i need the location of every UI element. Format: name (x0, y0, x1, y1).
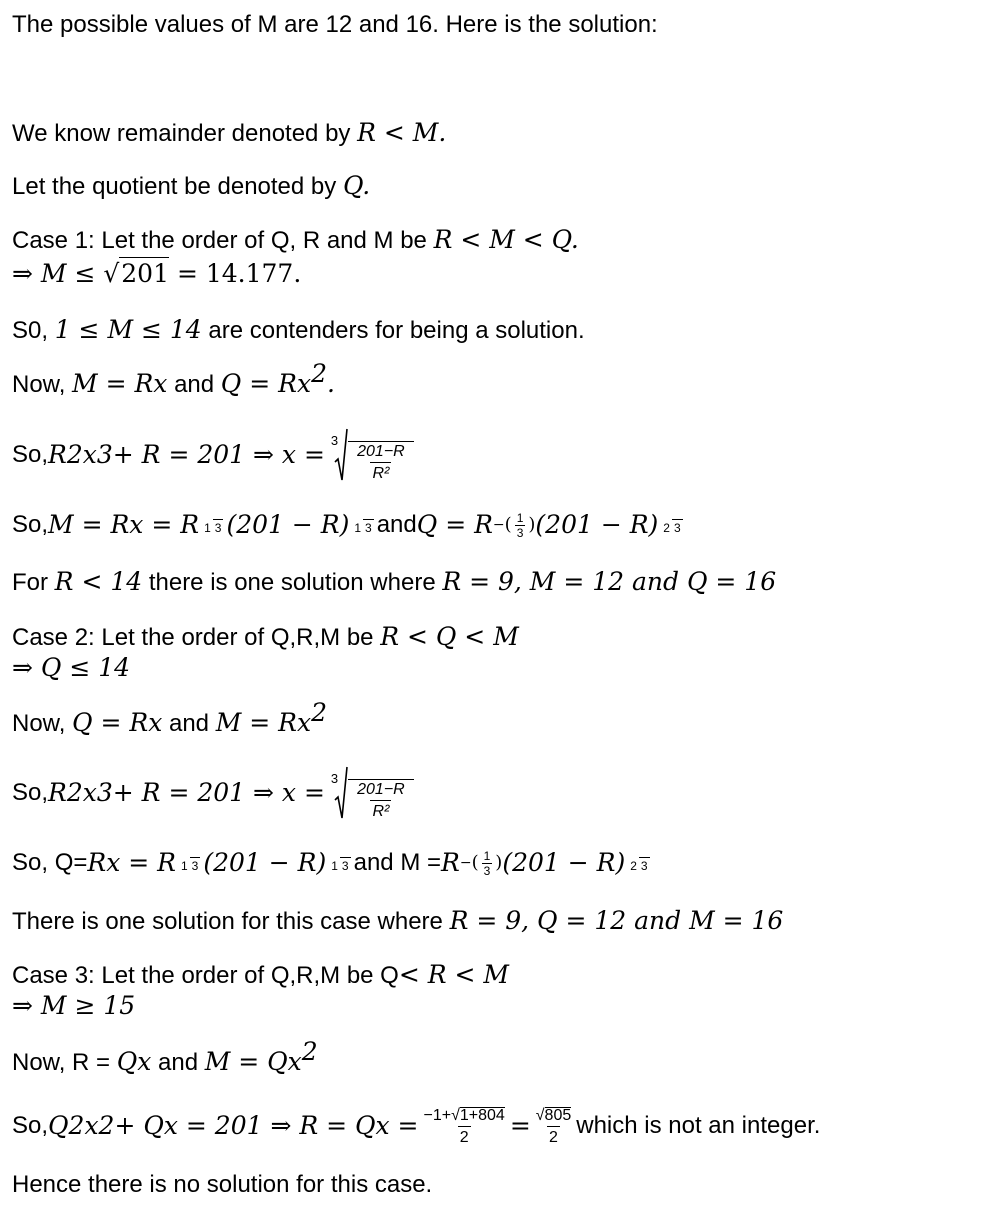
case3-heading (12, 960, 509, 991)
math-plus-qx: + Qx = 201 ⇒ R = Qx = (114, 1111, 419, 1140)
frac-quad-num-a: −1+ (423, 1106, 452, 1124)
case2-bound (12, 653, 130, 684)
cube-root-2 (331, 766, 414, 820)
line-remainder-text: We know remainder denoted by (12, 120, 358, 147)
case2-solution (12, 906, 783, 937)
exp-den-e: 3 (191, 859, 199, 873)
exp-2-3 (661, 513, 682, 537)
math-paren-201-r-4: (201 − R) (502, 848, 626, 877)
sqrt-symbol-2: √ (451, 1106, 460, 1124)
fraction-2 (355, 782, 407, 820)
math-x2: x (84, 1111, 99, 1140)
math-x-2: x (82, 778, 97, 807)
neg-exp-2 (460, 849, 502, 878)
and-text: and (167, 371, 221, 398)
root-body (348, 441, 414, 482)
root-index-2: 3 (330, 771, 339, 786)
math-plus-r-2: + R = 201 ⇒ x = (112, 778, 325, 807)
exp-1-3-g (482, 849, 493, 878)
math-implies-m-ge-15: ⇒ M ≥ 15 (12, 991, 136, 1020)
case1-solution (12, 567, 776, 598)
sqrt-symbol-3: √ (535, 1106, 545, 1124)
math-m-rx-eq: M = Rx = R (48, 510, 200, 539)
fraction-quadratic (422, 1107, 507, 1146)
root-index: 3 (330, 433, 339, 448)
neg-exp (493, 511, 535, 540)
line-quotient (12, 171, 370, 202)
frac-805-val: 805 (544, 1106, 572, 1124)
math-qx: Qx (116, 1047, 152, 1076)
case1-text: Case 1: Let the order of Q, R and M be (12, 227, 434, 254)
root-body-2 (348, 779, 414, 820)
and-m-text: and M = (353, 849, 441, 876)
exp-1-3-a (202, 513, 223, 537)
now-text: Now, (12, 371, 73, 398)
math-implies-m-le: ⇒ M ≤ (12, 259, 104, 288)
cube-root (331, 428, 414, 482)
math-sol1: R = 9, M = 12 and Q = 16 (442, 567, 777, 596)
so-text-4: So, (12, 1112, 49, 1139)
so-text: So, (12, 441, 49, 468)
math-r: R (48, 440, 67, 469)
exp-num-b: 1 (354, 521, 362, 535)
math-sol2: R = 9, Q = 12 and M = 16 (449, 906, 784, 935)
exp-den-b: 3 (365, 521, 372, 535)
frac-quad-num (422, 1107, 507, 1126)
and-text-4: and (151, 1049, 205, 1076)
frac-805-den: 2 (547, 1126, 560, 1146)
case2-heading (12, 622, 519, 653)
math-r-lt-m: R < M. (357, 118, 447, 147)
exp-num-f: 1 (331, 859, 338, 873)
not-integer-text: which is not an integer. (576, 1112, 821, 1139)
math-m-eq-r: R (441, 848, 460, 877)
math-m-qx: M = Qx (204, 1047, 302, 1076)
intro-line: The possible values of M are 12 and 16. Here is the solution: (12, 11, 658, 38)
math-sq-5: 2 (301, 1037, 318, 1066)
frac-quad-num-b: 1+804 (459, 1106, 505, 1124)
neg-sign-2: − (459, 855, 472, 871)
line-contenders (12, 315, 585, 346)
case2-equation: So, R 2 x 3 + R = 201 ⇒ x = 3 $\frac{201-R}{\text{R²}}$ (12, 763, 414, 823)
s0-text: S0, (12, 317, 55, 344)
now-r-text: Now, R = (12, 1049, 117, 1076)
math-paren-201-r-3: (201 − R) (203, 848, 327, 877)
for-text: For (12, 569, 55, 596)
fraction-sqrt805 (534, 1107, 573, 1146)
math-equals: = (509, 1111, 531, 1140)
exp-den-f: 3 (341, 859, 349, 873)
math-sq: 2 (311, 359, 327, 388)
math-m-rx: M = Rx (215, 708, 312, 737)
exp-1-3-e (179, 851, 200, 875)
conclusion-line: Hence there is no solution for this case. (12, 1171, 433, 1198)
math-lt-r-lt-m: < R < M (398, 960, 510, 989)
case1-heading (12, 225, 579, 256)
case2-expressions (12, 838, 653, 888)
math-q: Q. (342, 171, 371, 200)
line-quotient-text: Let the quotient be denoted by (12, 173, 343, 200)
frac-den: R² (370, 462, 391, 482)
so-q-text: So, Q= (12, 849, 88, 876)
exp-1-3-b (352, 513, 373, 537)
exp-num-d: 2 (663, 521, 670, 535)
case1-expressions (12, 500, 686, 550)
exp-den-d: 3 (673, 521, 681, 535)
exp-1-3-f (329, 851, 350, 875)
math-q2: Q (48, 1111, 69, 1140)
frac-805-num (534, 1107, 573, 1126)
frac-num-2: 201−R (357, 781, 405, 798)
case2-text: Case 2: Let the order of Q,R,M be (12, 624, 381, 651)
exp-den: 3 (214, 521, 222, 535)
math-dot: . (326, 369, 335, 398)
exp-den-h: 3 (640, 859, 648, 873)
exp-1-3-c (515, 511, 526, 540)
now-text-2: Now, (12, 710, 73, 737)
frac-quad-den: 2 (458, 1126, 471, 1146)
math-m-eq-rx: M = Rx (72, 369, 168, 398)
math-r-2: R (48, 778, 67, 807)
rparen: ) (528, 514, 536, 535)
math-q-rx: Q = Rx (72, 708, 163, 737)
math-q-eq-r: Q = R (416, 510, 493, 539)
case2-now (12, 698, 327, 739)
and-text-2: and (376, 511, 417, 538)
exp-num: 1 (204, 521, 211, 535)
exp-2-3-b (628, 851, 649, 875)
contenders-text: are contenders for being a solution. (201, 317, 585, 344)
math-r-lt-q-lt-m: R < Q < M (380, 622, 519, 651)
math-r-lt-m-lt-q: R < M < Q. (433, 225, 579, 254)
math-rx-eq-r: Rx = R (87, 848, 176, 877)
sqrt-symbol: √ (103, 259, 120, 288)
case3-equation: So, Q 2 x 2 + Qx = 201 ⇒ R = Qx = $\frac{-1+√1+804}{2}$ = $\frac{√805}{2}$ which is not an integer. (12, 1106, 821, 1146)
lparen-2: ( (471, 852, 479, 873)
math-sq-3: 2 (311, 698, 327, 727)
line-remainder (12, 118, 446, 149)
case1-now (12, 359, 335, 400)
math-eq-14177: = 14.177. (169, 259, 302, 288)
sqrt-201: 201 (121, 259, 169, 288)
math-paren-201-r: (201 − R) (226, 510, 350, 539)
rparen-2: ) (495, 852, 503, 873)
fraction (355, 444, 407, 482)
case3-text: Case 3: Let the order of Q,R,M be Q (12, 962, 399, 989)
neg-sign: − (492, 517, 505, 533)
math-q-eq-rx: Q = Rx (220, 369, 312, 398)
math-plus-r: + R = 201 ⇒ x = (112, 440, 325, 469)
exp-num-e: 1 (180, 859, 188, 873)
math-implies-q-le-14: ⇒ Q ≤ 14 (12, 653, 131, 682)
math-range-1-14: 1 ≤ M ≤ 14 (54, 315, 202, 344)
frac-num: 201−R (357, 443, 405, 460)
there-is-one-text: there is one solution where (142, 569, 443, 596)
case3-now (12, 1037, 318, 1078)
case1-bound (12, 259, 301, 290)
exp-den-g: 3 (483, 863, 491, 878)
case3-bound (12, 991, 135, 1022)
case1-equation: So, R 2 x 3 + R = 201 ⇒ x = 3 $\frac{201-R}{\text{R²}}$ (12, 425, 414, 485)
math-x: x (82, 440, 97, 469)
exp-den-c: 3 (516, 525, 524, 540)
math-r-lt-14: R < 14 (54, 567, 143, 596)
exp-num-g: 1 (483, 848, 491, 863)
and-text-3: and (162, 710, 216, 737)
one-case-text: There is one solution for this case where (12, 908, 450, 935)
exp-num-c: 1 (516, 510, 524, 525)
so-text-2: So, (12, 511, 49, 538)
math-paren-201-r-2: (201 − R) (535, 510, 659, 539)
lparen: ( (504, 514, 512, 535)
exp-num-h: 2 (630, 859, 637, 873)
frac-den-2: R² (370, 800, 391, 820)
so-text-3: So, (12, 779, 49, 806)
